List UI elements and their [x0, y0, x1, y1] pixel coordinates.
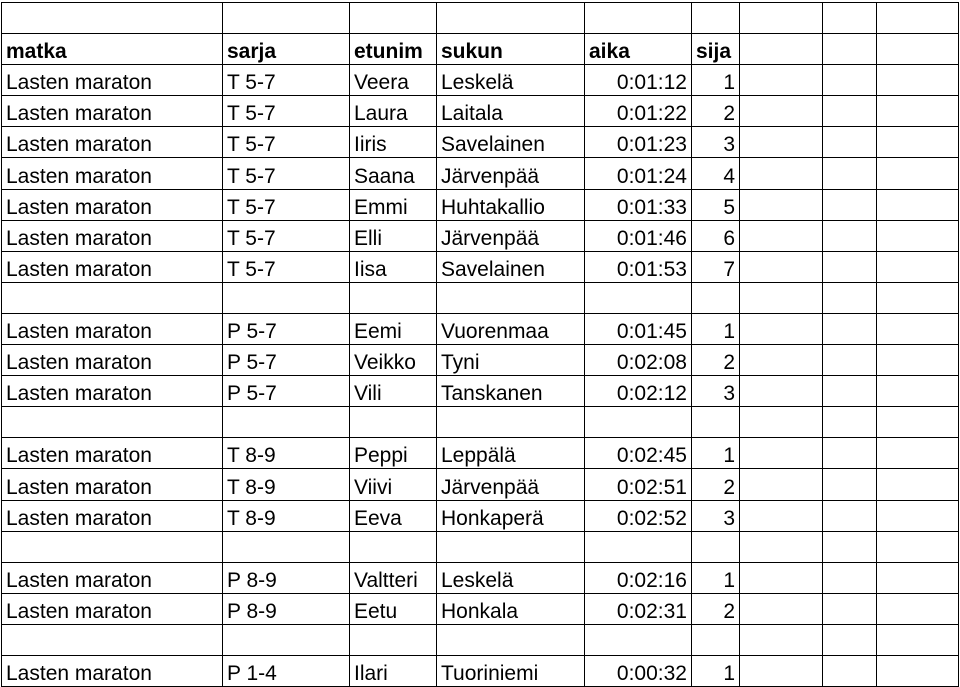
cell-sija[interactable]: 7 [692, 251, 740, 282]
empty-cell[interactable] [740, 469, 823, 500]
cell-matka[interactable]: Lasten maraton [2, 376, 223, 407]
cell-etunimi[interactable]: Eetu [350, 593, 437, 624]
cell-sukunimi[interactable]: Leskelä [437, 65, 585, 96]
empty-cell[interactable] [877, 189, 959, 220]
empty-cell[interactable] [877, 407, 959, 438]
empty-cell[interactable] [350, 3, 437, 34]
header-cell-aika[interactable]: aika [585, 34, 692, 65]
empty-cell[interactable] [223, 282, 350, 313]
table-row [2, 251, 959, 282]
empty-cell[interactable] [740, 65, 823, 96]
empty-cell[interactable] [877, 345, 959, 376]
empty-cell[interactable] [877, 96, 959, 127]
empty-cell[interactable] [585, 531, 692, 562]
empty-cell[interactable] [877, 313, 959, 344]
empty-cell[interactable] [877, 251, 959, 282]
empty-cell[interactable] [877, 593, 959, 624]
empty-cell[interactable] [740, 158, 823, 189]
cell-matka[interactable]: Lasten maraton [2, 313, 223, 344]
empty-cell[interactable] [823, 189, 877, 220]
empty-cell[interactable] [823, 220, 877, 251]
blank-row [2, 407, 959, 438]
cell-aika[interactable]: 0:02:52 [585, 500, 692, 531]
table-row [2, 376, 959, 407]
cell-aika[interactable]: 0:01:46 [585, 220, 692, 251]
empty-cell[interactable] [823, 158, 877, 189]
empty-cell[interactable] [2, 531, 223, 562]
empty-cell[interactable] [740, 438, 823, 469]
cell-sija[interactable]: 2 [692, 593, 740, 624]
empty-cell[interactable] [877, 220, 959, 251]
header-cell-sarja[interactable]: sarja [223, 34, 350, 65]
cell-sarja[interactable]: P 5-7 [223, 376, 350, 407]
cell-matka[interactable]: Lasten maraton [2, 345, 223, 376]
empty-cell[interactable] [350, 282, 437, 313]
cell-sarja[interactable]: P 8-9 [223, 593, 350, 624]
empty-cell[interactable] [823, 531, 877, 562]
cell-aika[interactable]: 0:02:31 [585, 593, 692, 624]
cell-sija[interactable]: 2 [692, 469, 740, 500]
cell-sukunimi[interactable]: Järvenpää [437, 158, 585, 189]
cell-etunimi[interactable]: Emmi [350, 189, 437, 220]
cell-matka[interactable]: Lasten maraton [2, 562, 223, 593]
results-table [1, 2, 959, 687]
empty-cell[interactable] [877, 282, 959, 313]
cell-sija[interactable]: 5 [692, 189, 740, 220]
empty-cell[interactable] [823, 3, 877, 34]
cell-matka[interactable]: Lasten maraton [2, 251, 223, 282]
cell-sukunimi[interactable]: Savelainen [437, 251, 585, 282]
cell-etunimi[interactable]: Viivi [350, 469, 437, 500]
empty-cell[interactable] [740, 189, 823, 220]
empty-cell[interactable] [877, 158, 959, 189]
cell-sija[interactable]: 3 [692, 376, 740, 407]
empty-cell[interactable] [740, 376, 823, 407]
cell-matka[interactable]: Lasten maraton [2, 438, 223, 469]
empty-cell[interactable] [692, 282, 740, 313]
empty-cell[interactable] [437, 407, 585, 438]
cell-sukunimi[interactable]: Savelainen [437, 127, 585, 158]
cell-sija[interactable]: 1 [692, 655, 740, 686]
empty-cell[interactable] [692, 407, 740, 438]
cell-sija[interactable]: 3 [692, 500, 740, 531]
cell-sarja[interactable]: T 5-7 [223, 251, 350, 282]
cell-matka[interactable]: Lasten maraton [2, 500, 223, 531]
empty-cell[interactable] [223, 3, 350, 34]
cell-sija[interactable]: 4 [692, 158, 740, 189]
cell-etunimi[interactable]: Elli [350, 220, 437, 251]
cell-sija[interactable]: 1 [692, 562, 740, 593]
cell-sukunimi[interactable]: Honkaperä [437, 500, 585, 531]
empty-cell[interactable] [740, 282, 823, 313]
blank-row [2, 3, 959, 34]
cell-sukunimi[interactable]: Vuorenmaa [437, 313, 585, 344]
empty-cell[interactable] [740, 251, 823, 282]
cell-matka[interactable]: Lasten maraton [2, 593, 223, 624]
table-row [2, 593, 959, 624]
cell-aika[interactable]: 0:01:24 [585, 158, 692, 189]
empty-cell[interactable] [740, 96, 823, 127]
table-row [2, 65, 959, 96]
cell-sukunimi[interactable]: Huhtakallio [437, 189, 585, 220]
cell-matka[interactable]: Lasten maraton [2, 127, 223, 158]
cell-sarja[interactable]: T 5-7 [223, 96, 350, 127]
cell-aika[interactable]: 0:02:45 [585, 438, 692, 469]
cell-sarja[interactable]: T 5-7 [223, 65, 350, 96]
table-row [2, 655, 959, 686]
cell-aika[interactable]: 0:01:23 [585, 127, 692, 158]
empty-cell[interactable] [877, 65, 959, 96]
cell-sija[interactable]: 1 [692, 438, 740, 469]
cell-sarja[interactable]: P 5-7 [223, 345, 350, 376]
empty-cell[interactable] [877, 34, 959, 65]
empty-cell[interactable] [823, 407, 877, 438]
cell-aika[interactable]: 0:02:12 [585, 376, 692, 407]
empty-cell[interactable] [740, 655, 823, 686]
empty-cell[interactable] [740, 593, 823, 624]
cell-etunimi[interactable]: Laura [350, 96, 437, 127]
empty-cell[interactable] [585, 282, 692, 313]
empty-cell[interactable] [740, 220, 823, 251]
cell-sukunimi[interactable]: Järvenpää [437, 469, 585, 500]
cell-sarja[interactable]: T 5-7 [223, 220, 350, 251]
cell-sarja[interactable]: T 5-7 [223, 158, 350, 189]
table-row [2, 438, 959, 469]
cell-etunimi[interactable]: Eeva [350, 500, 437, 531]
empty-cell[interactable] [823, 376, 877, 407]
empty-cell[interactable] [350, 531, 437, 562]
cell-sukunimi[interactable]: Leskelä [437, 562, 585, 593]
cell-sukunimi[interactable]: Leppälä [437, 438, 585, 469]
table-row [2, 469, 959, 500]
cell-sija[interactable]: 1 [692, 313, 740, 344]
empty-cell[interactable] [740, 3, 823, 34]
empty-cell[interactable] [437, 282, 585, 313]
empty-cell[interactable] [692, 3, 740, 34]
cell-sarja[interactable]: T 8-9 [223, 500, 350, 531]
empty-cell[interactable] [823, 65, 877, 96]
cell-sija[interactable]: 6 [692, 220, 740, 251]
cell-etunimi[interactable]: Eemi [350, 313, 437, 344]
cell-matka[interactable]: Lasten maraton [2, 65, 223, 96]
table-row [2, 345, 959, 376]
cell-sukunimi[interactable]: Honkala [437, 593, 585, 624]
empty-cell[interactable] [823, 562, 877, 593]
cell-sija[interactable]: 1 [692, 65, 740, 96]
empty-cell[interactable] [877, 655, 959, 686]
cell-sukunimi[interactable]: Järvenpää [437, 220, 585, 251]
cell-sukunimi[interactable]: Tanskanen [437, 376, 585, 407]
empty-cell[interactable] [740, 407, 823, 438]
cell-sija[interactable]: 2 [692, 96, 740, 127]
empty-cell[interactable] [823, 469, 877, 500]
empty-cell[interactable] [2, 407, 223, 438]
cell-sukunimi[interactable]: Tyni [437, 345, 585, 376]
cell-matka[interactable]: Lasten maraton [2, 189, 223, 220]
cell-sija[interactable]: 3 [692, 127, 740, 158]
empty-cell[interactable] [877, 127, 959, 158]
cell-etunimi[interactable]: Valtteri [350, 562, 437, 593]
cell-aika[interactable]: 0:01:53 [585, 251, 692, 282]
empty-cell[interactable] [823, 438, 877, 469]
cell-matka[interactable]: Lasten maraton [2, 469, 223, 500]
empty-cell[interactable] [823, 655, 877, 686]
cell-aika[interactable]: 0:01:45 [585, 313, 692, 344]
table-row [2, 500, 959, 531]
cell-sukunimi[interactable]: Laitala [437, 96, 585, 127]
cell-sarja[interactable]: T 8-9 [223, 438, 350, 469]
cell-etunimi[interactable]: Peppi [350, 438, 437, 469]
cell-etunimi[interactable]: Iiris [350, 127, 437, 158]
empty-cell[interactable] [823, 251, 877, 282]
cell-aika[interactable]: 0:02:16 [585, 562, 692, 593]
cell-sarja[interactable]: T 5-7 [223, 189, 350, 220]
header-cell-sija[interactable]: sija [692, 34, 740, 65]
empty-cell[interactable] [585, 3, 692, 34]
empty-cell[interactable] [823, 34, 877, 65]
cell-etunimi[interactable]: Vili [350, 376, 437, 407]
table-row [2, 127, 959, 158]
cell-sarja[interactable]: T 8-9 [223, 469, 350, 500]
empty-cell[interactable] [823, 127, 877, 158]
header-cell-sukunimi[interactable]: sukun [437, 34, 585, 65]
empty-cell[interactable] [350, 407, 437, 438]
cell-sija[interactable]: 2 [692, 345, 740, 376]
table-row [2, 96, 959, 127]
empty-cell[interactable] [437, 3, 585, 34]
empty-cell[interactable] [823, 500, 877, 531]
empty-cell[interactable] [877, 500, 959, 531]
empty-cell[interactable] [823, 593, 877, 624]
cell-aika[interactable]: 0:01:12 [585, 65, 692, 96]
header-cell-matka[interactable]: matka [2, 34, 223, 65]
empty-cell[interactable] [223, 531, 350, 562]
cell-aika[interactable]: 0:01:22 [585, 96, 692, 127]
cell-aika[interactable]: 0:01:33 [585, 189, 692, 220]
cell-etunimi[interactable]: Ilari [350, 655, 437, 686]
empty-cell[interactable] [823, 282, 877, 313]
blank-row [2, 282, 959, 313]
empty-cell[interactable] [740, 34, 823, 65]
table-body [2, 3, 959, 687]
cell-etunimi[interactable]: Iisa [350, 251, 437, 282]
header-row [2, 34, 959, 65]
empty-cell[interactable] [877, 438, 959, 469]
empty-cell[interactable] [877, 376, 959, 407]
empty-cell[interactable] [2, 282, 223, 313]
empty-cell[interactable] [692, 531, 740, 562]
blank-row [2, 531, 959, 562]
empty-cell[interactable] [585, 407, 692, 438]
cell-aika[interactable]: 0:02:51 [585, 469, 692, 500]
empty-cell[interactable] [823, 313, 877, 344]
empty-cell[interactable] [877, 531, 959, 562]
empty-cell[interactable] [223, 407, 350, 438]
empty-cell[interactable] [2, 3, 223, 34]
cell-sarja[interactable]: P 1-4 [223, 655, 350, 686]
cell-etunimi[interactable]: Veera [350, 65, 437, 96]
cell-matka[interactable]: Lasten maraton [2, 655, 223, 686]
empty-cell[interactable] [740, 500, 823, 531]
cell-sarja[interactable]: T 5-7 [223, 127, 350, 158]
table-row [2, 313, 959, 344]
table-row [2, 158, 959, 189]
cell-matka[interactable]: Lasten maraton [2, 220, 223, 251]
empty-cell[interactable] [740, 562, 823, 593]
cell-sarja[interactable]: P 8-9 [223, 562, 350, 593]
table-row [2, 562, 959, 593]
empty-cell[interactable] [437, 531, 585, 562]
table-row [2, 220, 959, 251]
empty-cell[interactable] [740, 345, 823, 376]
empty-cell[interactable] [740, 127, 823, 158]
cell-aika[interactable]: 0:00:32 [585, 655, 692, 686]
cell-aika[interactable]: 0:02:08 [585, 345, 692, 376]
cell-etunimi[interactable]: Saana [350, 158, 437, 189]
empty-cell[interactable] [740, 531, 823, 562]
cell-matka[interactable]: Lasten maraton [2, 158, 223, 189]
cell-etunimi[interactable]: Veikko [350, 345, 437, 376]
empty-cell[interactable] [823, 96, 877, 127]
empty-cell[interactable] [740, 313, 823, 344]
header-cell-etunimi[interactable]: etunim [350, 34, 437, 65]
empty-cell[interactable] [877, 469, 959, 500]
empty-cell[interactable] [823, 345, 877, 376]
cell-matka[interactable]: Lasten maraton [2, 96, 223, 127]
empty-cell[interactable] [877, 562, 959, 593]
cell-sarja[interactable]: P 5-7 [223, 313, 350, 344]
table-row [2, 189, 959, 220]
cell-sukunimi[interactable]: Tuoriniemi [437, 655, 585, 686]
empty-cell[interactable] [877, 3, 959, 34]
